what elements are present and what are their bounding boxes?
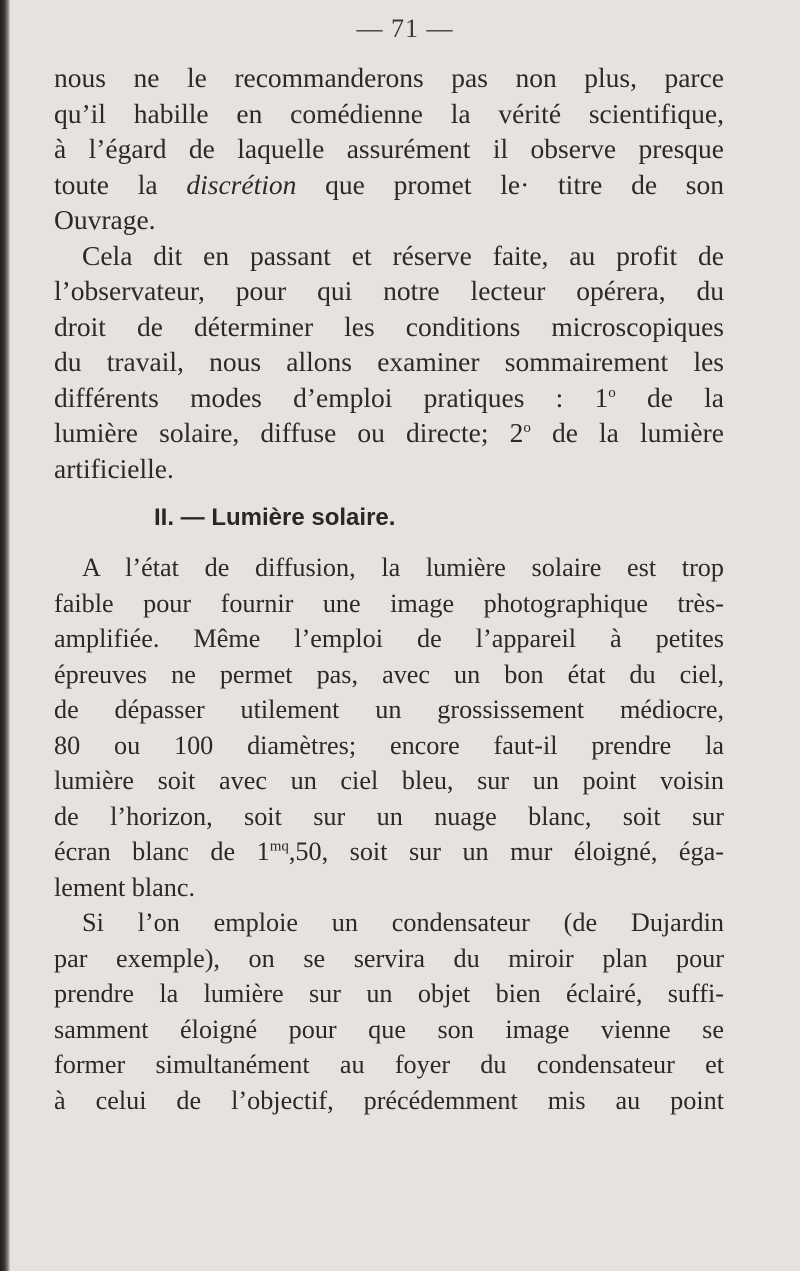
text-line: l’observateur, pour qui notre lecteur opérera, du [54,275,724,306]
text-line: qu’il habille en comédienne la vérité scientifique, [54,97,724,129]
text-line: droit de déterminer les conditions microscopiques [54,310,724,342]
text-line [54,415,724,451]
text-line: Cela dit en passant et réserve faite, au profit de [82,239,724,271]
text-line: Si l’on emploie un condensateur (de Dujardin [82,908,724,937]
section-heading: II. — Lumière solaire. [154,504,396,531]
text-line: épreuves ne permet pas, avec un bon état du ciel, [54,659,724,689]
paragraph [54,550,724,905]
book-binding-edge [0,0,10,1271]
ordinal-superscript: o [608,384,616,401]
text-span: de la lumière [530,417,724,448]
paragraph [54,238,724,487]
text-span: de la [615,381,724,413]
text-line: de dépasser utilement un grossissement médiocre, [54,695,724,724]
text-line: artificielle. [54,452,174,484]
text-span: que promet le· titre de son [296,168,725,200]
text-line: 80 ou 100 diamètres; encore faut-il prendre la [54,730,724,760]
text-line: amplifiée. Même l’emploi de l’appareil à petites [54,624,724,653]
unit-superscript: mq [269,838,289,855]
text-line: lumière soit avec un ciel bleu, sur un point voisin [54,766,724,795]
text-line [54,380,724,416]
text-span: ,50, soit sur un mur éloigné, éga- [288,837,724,866]
text-span: différents modes d’emploi pratiques : 1 [54,381,609,413]
body-text [54,60,724,1118]
text-line: par exemple), on se servira du miroir plan pour [54,943,724,973]
text-line [54,167,724,203]
text-line: former simultanément au foyer du condensateur et [54,1050,724,1079]
book-page [10,0,800,1271]
text-line: A l’état de diffusion, la lumière solaire est trop [82,553,724,582]
text-line: faible pour fournir une image photographique très- [54,588,724,618]
text-line: à l’égard de laquelle assurément il observe presque [54,133,724,164]
text-span: toute la [54,168,187,200]
page-number: — 71 — [356,14,454,43]
text-line: de l’horizon, soit sur un nuage blanc, soit sur [54,801,724,831]
text-span: lumière solaire, diffuse ou directe; 2 [54,417,524,448]
text-line: samment éloigné pour que son image vienne se [54,1014,724,1044]
text-line: nous ne le recommanderons pas non plus, parce [54,62,724,93]
text-span: écran blanc de 1 [54,837,270,866]
paragraph [54,905,724,1118]
text-line: à celui de l’objectif, précédemment mis au point [54,1085,724,1115]
text-line: lement blanc. [54,872,196,902]
text-line [54,834,724,870]
paragraph [54,60,724,238]
text-line: prendre la lumière sur un objet bien éclairé, suffi- [54,979,724,1008]
text-line: Ouvrage. [54,204,156,235]
text-line: du travail, nous allons examiner sommairement les [54,346,724,377]
italic-word: discrétion [186,168,297,200]
ordinal-superscript: o [523,419,531,436]
